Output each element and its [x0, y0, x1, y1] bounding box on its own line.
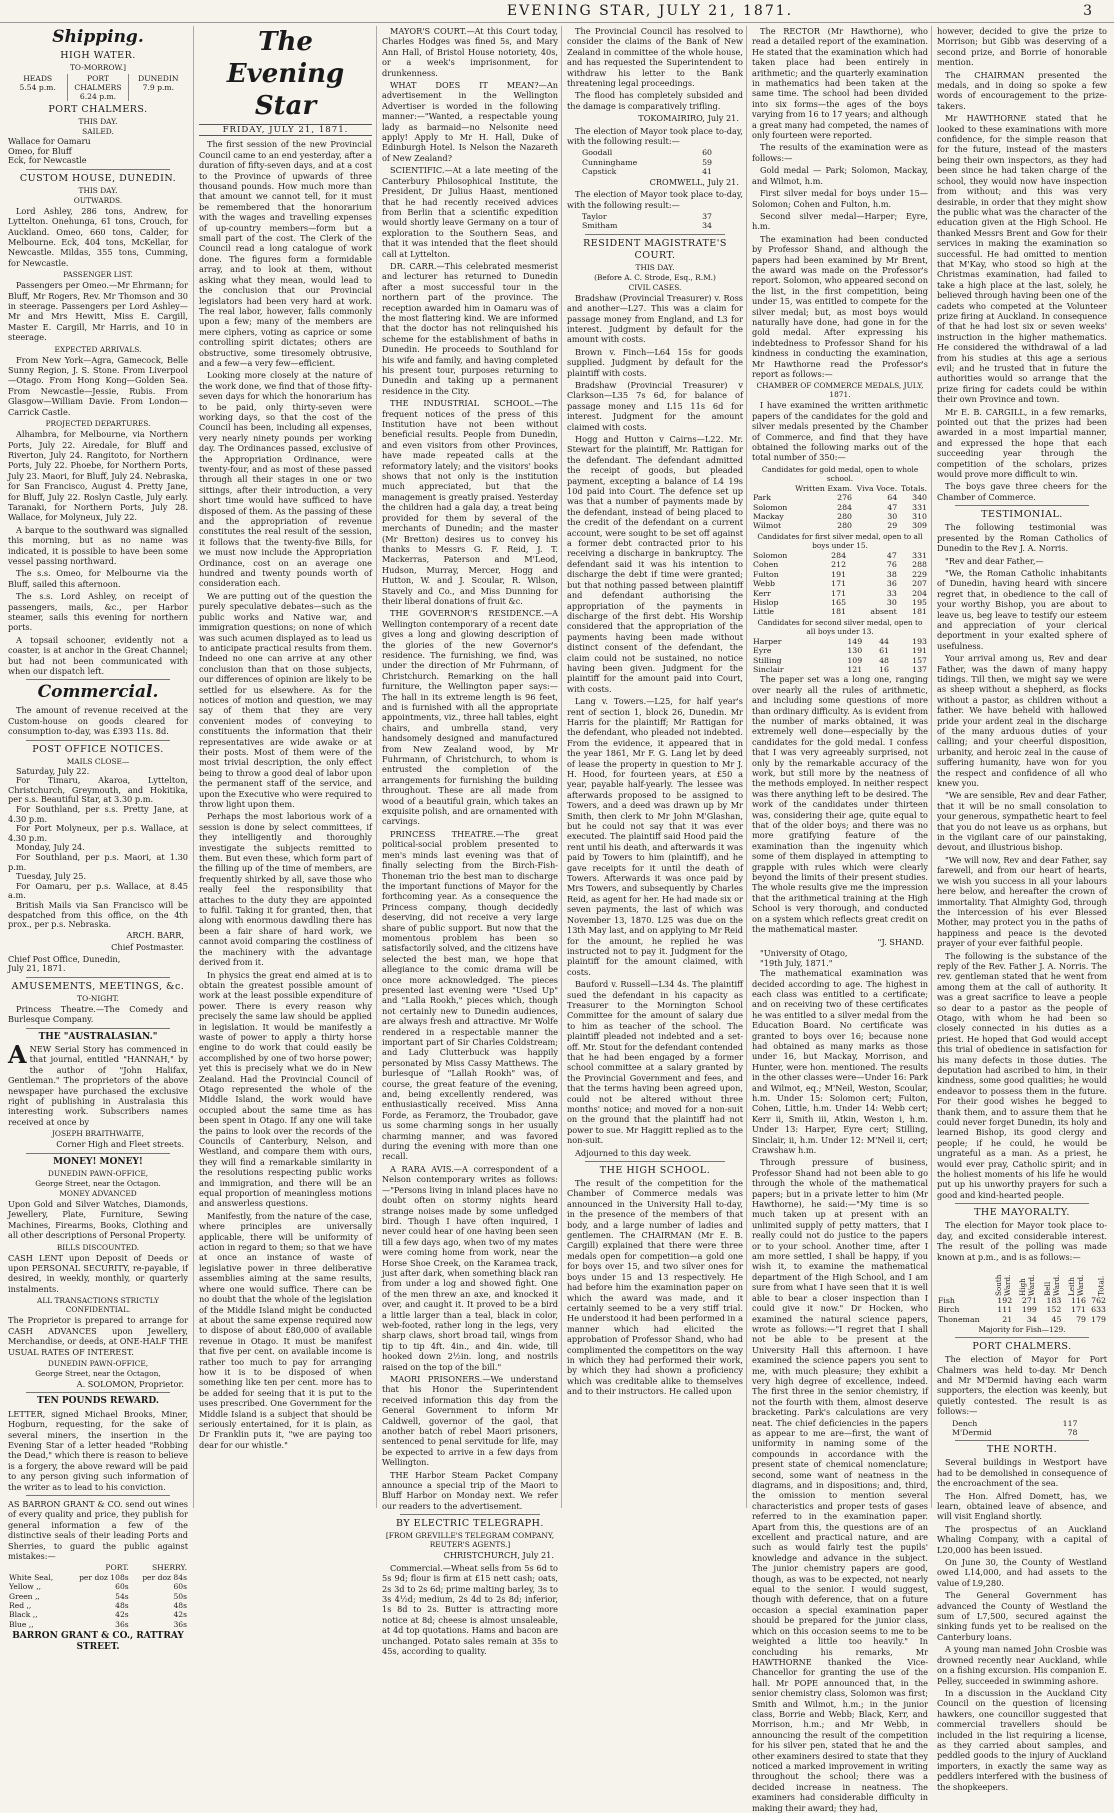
court-paragraph: Bradshaw (Provincial Treasurer) v Clarkson—L35 7s 6d, for balance of passage money and L15 11s 6d for interest. Judgment for the amount claimed with costs. [567, 379, 743, 432]
table-header-row [752, 484, 928, 493]
result-line: Gold medal — Park; Solomon, Mackay, and Wilmot, h.m. [752, 165, 928, 186]
majority-line: Majority for Fish—129. [978, 1325, 1066, 1335]
divider [955, 1440, 1089, 1441]
divider [585, 1161, 725, 1162]
tide-table [8, 74, 188, 101]
divider [400, 1514, 540, 1515]
table-row: Little 181 absent 181 [753, 607, 927, 617]
news-paragraph: however, decided to give the prize to Morrison; but Gibb was deserving of a second prize, and Borrie of honorable mention. [937, 26, 1107, 68]
reward-ad-text: LETTER, signed Michael Brooks, Miner, Hogburn, requesting, for the sake of several miners, the insertion in the Evening Star of a letter headed "Robbing the Dead," which there is reason to believe is a forgery, the above reward will be paid to any person giving such information of the writer as to lead to his conviction. [8, 1408, 188, 1492]
report-signature: "J. SHAND. [877, 936, 924, 947]
table-row: White Seal, per doz 108s per doz 84s [9, 1572, 187, 1582]
tide-port-chalmers: PORT CHALMERS 6.24 p.m. [68, 74, 128, 101]
table-row: Green ,, 54s 50s [9, 1591, 187, 1601]
table-row: Wilmot 280 29 309 [753, 521, 927, 531]
report-heading: CHAMBER OF COMMERCE MEDALS, JULY, 1871. [756, 381, 924, 400]
divider [26, 1028, 170, 1029]
divider [585, 234, 725, 235]
north-paragraph: On June 30, the County of Westland owed L14,000, and had assets to the value of L9,280. [937, 1557, 1107, 1588]
silver2-caption: Candidates for second silver medal, open to all boys under 13. [757, 617, 923, 636]
port-chalmers-mayor-heading: PORT CHALMERS. [972, 1341, 1072, 1353]
barron-ad-signer: BARRON GRANT & CO., RATTRAY STREET. [12, 1631, 184, 1652]
court-heading: RESIDENT MAGISTRATE'S COURT. [583, 237, 727, 261]
table-row: Hislop 165 30 195 [753, 597, 927, 607]
outwards-label: OUTWARDS. [73, 195, 123, 205]
telegraph-heading: BY ELECTRIC TELEGRAPH. [396, 1518, 544, 1530]
this-day-label: THIS DAY. [78, 117, 118, 126]
column-header: South Ward. [993, 1274, 1012, 1296]
newspaper-title-date: EVENING STAR, JULY 21, 1871. [506, 3, 794, 19]
divider [26, 1495, 170, 1496]
port-chalmers-heading: PORT CHALMERS. [48, 104, 148, 115]
passenger-list-label: PASSENGER LIST. [63, 270, 133, 280]
news-paragraph: Mr E. B. CARGILL, in a few remarks, pointed out that the prizes had been awarded in a most impartial manner, and expressed the hope that each succeeding year through the competition of the scholars, prizes would prove more difficult to win. [937, 406, 1107, 480]
north-paragraph: The Hon. Alfred Domett, has, we learn, obtained leave of absence, and will visit England shortly. [937, 1490, 1107, 1522]
page-columns [6, 26, 1108, 1813]
report-body: I have examined the written arithmetic papers of the candidates for the gold and silver medals presented by the Chamber of Commerce, and find that they have obtained the following marks out of the total number of 350:— [752, 400, 928, 463]
table-row: Harper 149 44 193 [753, 636, 927, 646]
page-masthead [0, 0, 1114, 23]
telegraph-place: CHRISTCHURCH, July 21. [443, 1550, 554, 1561]
reward-ad-heading: TEN POUNDS REWARD. [37, 1396, 159, 1407]
post-office-place: Chief Post Office, Dunedin, [8, 953, 121, 964]
money-ad-line: A. SOLOMON, Proprietor. [76, 1378, 184, 1389]
australasian-ad-address: Corner High and Fleet streets. [56, 1139, 184, 1150]
post-office-line: Saturday, July 22. [16, 765, 90, 776]
post-office-line: British Mails via San Francisco will be despatched from this office, on the 4th prox., per p.s. Nebraska. [8, 899, 188, 930]
table-row: Taylor 37 [582, 211, 712, 221]
column-header: Leith Ward. [1067, 1274, 1086, 1296]
money-ad-line: ALL TRANSACTIONS STRICTLY CONFIDENTIAL. [36, 1296, 160, 1315]
divider [955, 505, 1089, 506]
port-chalmers-text: The election of Mayor for Port Chalmers was held to-day. Mr Dench and Mr M'Dermid having each warm supporters, the election was keenly, but quietly contested. The result is as follows:— [937, 1354, 1107, 1417]
mayoralty-results-table [937, 1264, 1107, 1324]
table-row: Fulton 191 38 229 [753, 569, 927, 579]
post-office-line: For Timaru, Akaroa, Lyttelton, Christchurch, Greymouth, and Hokitika, per s.s. Beautiful Star, at 3.30 p.m. [8, 775, 188, 805]
court-day: THIS DAY. [635, 262, 675, 272]
north-paragraph: The prospectus of an Auckland Whaling Company, with a capital of L20,000 has been issued. [937, 1523, 1107, 1555]
news-paragraph: THE GOVERNOR'S RESIDENCE.—A Wellington contemporary of a recent date gives a long and glowing description of the glories of the new Governor's residence. The furnishing, we find, was under the direction of Mr Fuhrmann, of Christchurch. Remarking on the hall furniture, the Wellington paper says:—The hall in its extreme length is 96 feet, and is furnished with all the appropriate appointments, viz., three hall tables, eight chairs, and umbrella stand, very handsomely designed and manufactured from New Zealand wood, by Mr Fuhrmann, of Christchurch, to whom is entrusted the completion of the arrangements for furnishing the building throughout. These are all made from wood of a beautiful grain, which takes an exquisite polish, and are ornamented with carvings. [382, 608, 558, 827]
column-header: High Ward. [1017, 1274, 1037, 1296]
gold-medal-caption: Candidates for gold medal, open to whole school. [761, 464, 919, 483]
court-paragraph: Brown v. Finch—L64 15s for goods supplied. Judgment by default for the plaintiff with costs. [567, 346, 743, 378]
silver1-table [752, 551, 928, 617]
telegraph-text: Commercial.—Wheat sells from 5s 6d to 5s 9d; flour is firm at £15 nett cash; oats, 2s 3d to 2s 6d; prime malting barley, 3s to 3s 4½d; medium, 2s 4d to 2s 8d; inferior, 1s 8d to 2s. Butter is attracting more notice at 8d; cheese is almost unsaleable, at 4d top quotations. Hams and bacon are unchanged. Potato sales remain at 35s to 45s, according to quality. [382, 1562, 558, 1656]
table-row: Webb 171 36 207 [753, 579, 927, 589]
mayoralty-heading: THE MAYORALTY. [974, 1207, 1070, 1219]
result-line: Second silver medal—Harper; Eyre, h.m. [752, 210, 928, 232]
evening-star-masthead: The Evening Star [226, 27, 345, 121]
telegraph-source: [FROM GREVILLE'S TELEGRAM COMPANY, REUTER'S AGENTS.] [385, 1531, 555, 1550]
north-paragraph: In a discussion in the Auckland City Council on the question of licensing hawkers, one councillor suggested that commercial travellers should be included in the list requiring a license, as they carried about samples, and peddled goods to the injury of Auckland importers, in exactly the same way as peddlers interfered with the business of the shopkeepers. [937, 1687, 1107, 1792]
column-header: PORT. [105, 1563, 129, 1573]
table-row: Eyre 130 61 191 [753, 646, 927, 656]
post-office-heading: POST OFFICE NOTICES. [32, 743, 164, 755]
divider [26, 169, 170, 170]
table-row: Capstick 41 [582, 167, 712, 177]
money-ad-line: DUNEDIN PAWN-OFFICE, [47, 1169, 149, 1179]
table-row: Sinclair 121 16 137 [753, 664, 927, 674]
civil-cases-label: CIVIL CASES. [628, 282, 682, 292]
news-paragraph: The examination had been conducted by Professor Shand, and although the papers had been examined by Mr Brent, the award was made on the Professor's report. Solomon, who appeared second on the list, in the first competition, being under 15, was entitled to compete for the silver medal; but, as most boys would naturally have done, had gone in for the gold medal. After expressing his indebtedness to Professor Shand for his kindness in conducting the examination, Mr Hawthorne read the Professor's report as follows:— [752, 233, 928, 379]
testimonial-paragraph: The following is the substance of the reply of the Rev. Father J. A. Norris. The rev. gentleman stated that he went from among them at the call of authority. It was a great sacrifice to leave a people so dear to a pastor as the people of Otago, with whom he had been so closely connected in his duties as a priest. He hoped that God would accept this trial of obedience in satisfaction for his many defects in those duties. The deputation had ascribed to him, in their kindness, some good qualities; he would endeavor to possess them in the future. For their good wishes he begged to thank them, and to assure them that he could never forget Dunedin, its holy and learned Bishop, its good clergy and people; if he could, he would be ungrateful as a man. As a priest, he would ever pray, Catholic spirit; and in the holiest moments of his life he would put up his unworthy prayers for such a good and kind-hearted people. [937, 950, 1107, 1200]
post-office-line: For Port Molyneux, per p.s. Wallace, at 4.30 p.m. [8, 823, 188, 843]
court-paragraph: Adjourned to this day week. [575, 1147, 692, 1158]
gold-medal-table [752, 484, 928, 531]
post-office-line: Tuesday, July 25. [16, 871, 87, 882]
sailed-item: Omeo, for Bluff [8, 145, 72, 156]
sailed-label: SAILED. [82, 127, 114, 136]
column-header: SHERRY. [151, 1563, 187, 1573]
outwards-text: Lord Ashley, 286 tons, Andrew, for Lyttelton. Onehunga, 61 tons, Crouch, for Auckland. Omeo, 660 tons, Calder, for Melbourne. Eck, 404 tons, McKellar, for Newcastle. Mildas, 355 tons, Cumming, for Newcastle. [8, 205, 188, 268]
shipping-heading: Shipping. [52, 27, 144, 47]
money-ad-line: George Street, near the Octagon, [35, 1368, 161, 1378]
news-paragraph: The mathematical examination was decided according to age. The highest in each class was entitled to a certificate; and on receiving two of these certificates he was entitled to a silver medal from the Education Board. No certificate was granted to boys over 16; because none had obtained as many marks as those under 16, but Mackay, Morrison, and Hunter, were hon. mentioned. The results in the other classes were—Under 16: Park and Wilmot, eq.; M'Neil, Weston, Scoular, h.m. Under 15: Solomon cert; Fulton, Cohen, Little, h.m. Under 14: Webb cert; Kerr ii, Smith iii, Atkin, Weston i, h.m. Under 13: Harper, Eyre cert; Stilling, Sinclair, ii, h.m. Under 12: M'Neil ii, cert; Crawshaw h.m. [752, 968, 928, 1155]
court-before: (Before A. C. Strode, Esq., R.M.) [594, 272, 716, 282]
column-header: Viva Voce. [856, 483, 898, 493]
news-paragraph: The RECTOR (Mr Hawthorne), who read a detailed report of the examination. He stated that the examination which had taken place had been entirely in arithmetic; and the quarterly examination in mathematics had been taken at the same time. The school had been divided into six forms—the ages of the boys varying from 16 to 17 years; and although a great many had competed, the names of only fourteen were reported. [752, 26, 928, 141]
table-header-row [8, 1563, 188, 1572]
custom-house-heading: CUSTOM HOUSE, DUNEDIN. [19, 172, 177, 184]
sailed-item: Eck, for Newcastle [8, 155, 87, 166]
report-close: The paper set was a long one, ranging over nearly all the rules of arithmetic, and including some questions of more than ordinary difficulty. As is evident from the number of marks obtained, it was extremely well done—especially by the candidates for the gold medal. I confess that I was very agreeably surprised, not only by the remarkable accuracy of the work, but still more by the neatness of the methods employed. In neither respect was there anything left to be desired. The work of the candidates under thirteen was, considering their age, quite equal to that of the older boys; and there was no more gratifying feature of the examination than the ingenuity which some of them displayed in attempting to grapple with rules which were clearly beyond the limits of their present studies. The whole results give me the impression that the arithmetical training at the High School is very thorough, and conducted on a system which reflects great credit on the mathematical master. [752, 674, 928, 935]
table-row: Yellow ,, 60s 60s [9, 1582, 187, 1592]
table-row: Dench 117 [952, 1418, 1078, 1428]
table-row: Cohen 212 76 288 [753, 560, 927, 570]
column-6 [931, 26, 1109, 1792]
news-paragraph: WHAT DOES IT MEAN?—An advertisement in the Wellington Advertiser is worded in the following manner:—"Wanted, a respectable young lady as barmaid—no Nelsonite need apply! Apply to Mr H. Hall, Duke of Edinburgh Hotel. Is Nelson the Nazareth of New Zealand? [382, 80, 558, 163]
table-row: Smitham 34 [582, 221, 712, 231]
news-paragraph: The flood has completely subsided and the damage is comparatively trifling. [567, 90, 743, 111]
news-paragraph: PRINCESS THEATRE.—The great political-social problem presented to men's minds last evening was that of finally selecting from the Birch-Fish-Thoneman trio the best man to discharge the important functions of Mayor for the forthcoming year. As a consequence the Princess company, though decidedly deserving, did not receive a very large share of public support. But now that the momentous problem has been so satisfactorily solved, and the citizens have selected the best man, we hope that allegiance to the comic drama will be once more acknowledged. The pieces presented last evening were "Used Up" and "Lalla Rookh," pieces which, though not certainly new to Dunedin audiences, are always fresh and attractive. Mr Wolfe rendered in a respectable manner the important part of Sir Charles Coldstream; and Lady Clutterbuck was happily personated by Miss Cassy Matthews. The burlesque of "Lallah Rookh" was, of course, the great feature of the evening, and, being excellently rendered, was enthusiastically received. Miss Anna Forde, as Feramorz, the Troubador, gave us some charming songs in her usually charming manner, and was favored during the evening with more than one recall. [382, 828, 558, 1162]
drop-cap: A [8, 1039, 27, 1069]
money-ad-line: CASH LENT upon Deposit of Deeds or upon PERSONAL SECURITY, re-payable, if desired, in weekly, monthly, or quarterly instalments. [8, 1252, 188, 1294]
table-row: Cunninghame 59 [582, 157, 712, 167]
news-paragraph: Through pressure of business, Professor Shand had not been able to go through the whole of the mathematical papers; but in a private letter to him (Mr Hawthorne), he said:—"My time is so much taken up at present with an unlimited supply of petty matters, that I really could not do justice to the papers or to your school. Another time, after I am more settled, I shall be happy, if you wish it, to examine the mathematical department of the High School, and I am sure from what I have seen that it is well able to bear a closer inspection than I could give it now." Dr Hocken, who examined the natural science papers, wrote as follows:—"I regret that I shall not be able to be present at the University Hall this afternoon. I have examined the science papers you sent to me, with much pleasure; they exhibit a very high degree of excellence, indeed. The first three in the senior chemistry, if not the fourth with them, almost deserve bracketing. Park's calculations are very neat. The chief deficiencies in the papers as appear to me are—first, the want of uniformity in naming some of the compounds in accordance with the present state of chemical nomenclature; second, some want of neatness in the diagrams, and in dispositions; and, third, the omission to mention several characteristics and proper tests of gases referred to in the examination paper. Apart from this, the questions are of an excellent and practical nature, and are such as would fairly test the pupils' knowledge and advance in the subject. The junior chemistry papers are good, though, as was to be expected, not nearly equal to the senior. I would suggest, though with deference, that on a future occasion a special examination paper should be prepared for the junior class, which on this occasion seems to me to be weighted a little too heavily." In concluding his remarks, Mr HAWTHORNE thanked the Vice-Chancellor for granting the use of the hall. Mr POPE announced that, in the senior chemistry class, Solomon was first; Smith and Wilmot, h.m.; in the junior class, Borrie and Webb; Black, Kerr, and Morrison, h.m.; and Mr Webb, in announcing the result of the competition for his silver pen, stated that he and the other examiners desired to state that they noticed a marked improvement in writing throughout the school; there was a decided increase in neatness. The examiners had considerable difficulty in making their award; they had, [752, 1157, 928, 1813]
postmaster-title: Chief Postmaster. [111, 942, 184, 953]
news-paragraph: MAORI PRISONERS.—We understand that his Honor the Superintendent received information this day from the General Government to inform Mr Caldwell, governor of the gaol, that another batch of rebel Maori prisoners, sentenced to penal servitude for life, may be expected to arrive in a few days from Wellington. [382, 1374, 558, 1468]
editorial-paragraph: We are putting out of the question the purely speculative debates—such as the public works and Native war, and immigration questions; on none of which was such acumen displayed as to lead us to anticipate practical results from them. Indeed no one can arrive at any other conclusion than that on those subjects, our differences of opinion are likely to be settled for us elsewhere. As for the notices of motion and question, we may say of them that they are very convenient modes of conveying to constituents the information that their representatives are wide awake or at their posts. Most of them were of the most trivial description, the only effect being to throw a good deal of labor upon the permanent staff of the service, and upon the Executive who were required to throw light upon them. [199, 590, 372, 809]
postmaster-signer: ARCH. BARR, [126, 929, 184, 940]
post-office-line: For Oamaru, per p.s. Wallace, at 8.45 a.m. [8, 880, 188, 901]
results-intro: The results of the examination were as follows:— [752, 142, 928, 163]
table-row: Black ,, 42s 42s [9, 1610, 187, 1620]
column-2 [193, 26, 376, 1508]
custom-this-day: THIS DAY. [78, 185, 118, 195]
barron-ad-text: AS BARRON GRANT & CO. send out wines of every quality and price, they publish for general information a few of the distinctive seals of their leading Ports and Sherries, to guard the public against mistakes:— [8, 1498, 188, 1561]
news-paragraph: The CHAIRMAN presented the medals, and in doing so spoke a few words of encouragement to the prize-takers. [937, 69, 1107, 111]
shipping-note: A barque to the southward was signalled this morning, but as no name was indicated, it is possible to have been some vessel passing northward. [8, 524, 188, 566]
divider [955, 1203, 1089, 1204]
testimonial-paragraph: "We, the Roman Catholic inhabitants of Dunedin, having heard with sincere regret that, in obedience to the call of your worthy Bishop, you are about to leave us, beg leave to testify our esteem and appreciation of your clerical deportment in your exalted sphere of usefulness. [937, 567, 1107, 651]
tide-heads: HEADS 5.54 p.m. [8, 74, 68, 101]
table-row: Fish 192 271 183 116 762 [938, 1295, 1106, 1305]
column-5 [746, 26, 932, 1813]
table-row: Stilling 109 48 157 [753, 655, 927, 665]
silver2-table [752, 637, 928, 675]
court-paragraph: Bradshaw (Provincial Treasurer) v. Ross and another—L27. This was a claim for passage money from England, and L3 for interest. Judgment by default for the amount with costs. [567, 292, 743, 345]
tide-dunedin: DUNEDIN 7.9 p.m. [138, 74, 179, 92]
testimonial-paragraph: "We are sensible, Rev and dear Father, that it will be no small consolation to your generous, sympathetic heart to feel that you do not leave us as orphans, but in the vigilant care of our painstaking, devout, and illustrious bishop. [937, 790, 1107, 853]
post-office-date: July 21, 1871. [8, 963, 66, 974]
column-4 [561, 26, 747, 1508]
report-date: "19th July, 1871." [760, 957, 833, 968]
editorial-paragraph: The first session of the new Provincial Council came to an end yesterday, after a duration of fifty-seven days, and at a cost to the Province of upwards of three thousand pounds. How much more than that amount we cannot tell, for it must be remembered that the honorarium with the wages and travelling expenses of up-country members—form but a small part of the cost. The Clerk of the Council read a long catalogue of work done. The figures form a formidable array, and to look at them, without asking what they mean, would lead to the conclusion that our Provincial legislators had been very hard at work. The real labor, however, falls commonly upon a few; many of the members are mere ciphers, voting as caprice or some controlling spirit dictates; others are obstructive, some tiresomely obtrusive, and a few—a very few—efficient. [199, 139, 372, 368]
editorial-dateline: FRIDAY, JULY 21, 1871. [199, 124, 372, 136]
news-paragraph: A RARA AVIS.—A correspondent of a Nelson contemporary writes as follows:—"Persons living in inland places have no doubt often on stormy nights heard strange noises made by some unfledged bird. Though I have often inquired, I never could hear of one having been seen till a few days ago, when two of my mates were coming home from work, near the Horse Shoe Creek, on the Karamea track, just after dark, when something black ran from under a log and showed fight. One of the men threw an axe, and knocked it over, and caught it. It proved to be a bird a little larger than a teal, black in color, web-footed, rather long in the legs, very sharp claws, short broad tail, wings from tip to tip 4ft. 4in., and 4in. wide, till hooked down 2½in. long, and nostrils raised on the top of the bill." [382, 1163, 558, 1372]
tokomairiro-place: TOKOMAIRIRO, July 21. [638, 113, 739, 124]
cromwell-results [581, 212, 713, 231]
australasian-ad-text: ANEW Serial Story has commenced in that journal, entitled "HANNAH," by the author of "John Halifax, Gentleman." The proprietors of the above newspaper have purchased the exclusive right of publishing in Australasia this interesting work. Subscribers names received at once by [8, 1039, 188, 1127]
divider [26, 977, 170, 978]
divider [26, 1392, 170, 1393]
shipping-note: A topsail schooner, evidently not a coaster, is at anchor in the Great Channel; but had not been communicated with when our dispatch left. [8, 634, 188, 677]
amusements-heading: AMUSEMENTS, MEETINGS, &c. [11, 980, 185, 992]
table-row: Mackay 280 30 310 [753, 512, 927, 522]
table-row: Birch 111 199 152 171 633 [938, 1305, 1106, 1315]
editorial-paragraph: Manifestly, from the nature of the case, where principles are universally applicable, there will be uniformity of action in regard to them; so that we have at once an instance of waste of legislative power in three deliberative assemblies aiming at the same results, where one would suffice. There can be no doubt that the whole of the legislation of the Middle Island might be conducted at about the same expense required now to dispose of about £80,000 of available revenue in Otago. It must be manifest that five per cent. on available income is rather too much to pay for arranging how it is to be disposed of when something like ten per cent. more has to be added for seeing that it is put to the uses prescribed. One Government for the Middle Island is a subject that should be seriously entertained, for it is plain, as Dr Franklin puts it, "we are paying too dear for our whistle." [199, 1210, 372, 1450]
column-1 [6, 26, 192, 1652]
high-school-text: The result of the competition for the Chamber of Commerce medals was announced in the University Hall to-day, in the presence of the members of that body, and a large number of ladies and gentlemen. The CHAIRMAN (Mr E. B. Cargill) explained that there were three medals open for competition—a gold one for boys over 15, and two silver ones for boys under 15 and 13 respectively. He had before him the examination paper on which the award was made, and it certainly seemed to be a very stiff trial. He understood it had been performed in a manner which had elicited the approbation of Professor Shand, who had complimented the competitors on the way in which they had performed their work, by which they had shown a proficiency which was creditable alike to themselves and to their instructors. He called upon [567, 1178, 743, 1397]
tomorrow-label: TO-MORROW.] [69, 63, 127, 72]
projected-departures-label: PROJECTED DEPARTURES. [45, 419, 151, 429]
departures-text: Alhambra, for Melbourne, via Northern Ports, July 22. Airedale, for Bluff and Riverton, July 24. Rangitoto, for Northern Ports, July 22. Phoebe, for Northern Ports, July 23. Maori, for Bluff, July 24. Nebraska, for San Francisco, August 4. Pretty Jane, for Bluff, July 22. Roslyn Castle, July early. Taranaki, for Northern Ports, July 28. Wallace, for Molyneux, July 22. [8, 429, 188, 523]
high-water-heading: HIGH WATER. [60, 50, 136, 61]
news-paragraph: DR. CARR.—This celebrated mesmerist and lecturer has returned to Dunedin after a most successful tour in the northern part of the province. The reception awarded him in Oamaru was of the most flattering kind. We are informed that the doctor has not relinquished his scheme for the establishment of baths in Dunedin. He proceeds to Southland for his wife and family, and having completed his present tour, purposes returning to Dunedin and taking up a permanent residence in the City. [382, 260, 558, 396]
table-row: Red ,, 48s 48s [9, 1601, 187, 1611]
money-ad-line: BILLS DISCOUNTED. [56, 1242, 140, 1252]
divider [26, 679, 170, 680]
court-paragraph: Bauford v. Russell—L34 4s. The plaintiff sued the defendant in his capacity as Treasurer to the Mornington School Committee for the amount of salary due to him as teacher of the school. The plaintiff pleaded not indebted and a set-off. Mr. Stout for the defendant contended that he had been engaged by a former school committee at a salary granted by the Provincial Government and fees, and that the terms having been agreed upon, could not be altered without three months' notice; and moved for a non-suit on the ground that the plaintiff had not power to sue. Mr Haggitt replied as to the non-suit. [567, 979, 743, 1146]
table-row: M'Dermid 78 [952, 1427, 1078, 1437]
mayoralty-text: The election for Mayor took place to-day, and excited considerable interest. The result of the polling was made known at p.m., and is as follows:— [937, 1220, 1107, 1262]
page-number: 3 [1083, 3, 1092, 19]
table-row: Solomon 284 47 331 [753, 550, 927, 560]
divider [26, 740, 170, 741]
column-header: Totals. [900, 483, 927, 493]
news-paragraph: THE Harbor Steam Packet Company announce a special trip of the Maori to Bluff Harbor on Monday next. We refer our readers to the advertisement. [382, 1469, 558, 1511]
cromwell-text: The election of Mayor took place to-day, with the following result:— [567, 189, 743, 210]
news-paragraph: THE INDUSTRIAL SCHOOL.—The frequent notices of the press of this Institution have not been without beneficial results. People from Dunedin, and even visitors from other Provinces, have made repeated calls at the reformatory lately; and the visitors' books shows that not only is the institution much appreciated, but that the management is greatly praised. Yesterday the children had a gala day, a treat being provided for them by several of the merchants of Dunedin; and the master (Mr Bretton) desires us to convey his thanks to Messrs G. F. Reid, J. T. Mackerras, Paterson and M'Leod, Hudson, Murray, Mercer, Hogg and Hutton, W. and J. Scoular, R. Wilson, Stavely and Co., and Miss Dunning for their liberal donations of fruit &c. [382, 398, 558, 606]
tonight-label: TO-NIGHT. [77, 993, 119, 1003]
news-paragraph: MAYOR'S COURT.—At this Court today, Charles Hodges was fined 5s, and Mary Ann Hall, of Bristol House notoriety, 40s, or a week's imprisonment, for drunkenness. [382, 26, 558, 78]
north-paragraph: Several buildings in Westport have had to be demolished in consequence of the encroachment of the sea. [937, 1457, 1107, 1489]
news-paragraph: SCIENTIFIC.—At a late meeting of the Canterbury Philosophical Institute, the President, Dr Julius Haast, mentioned that he had recently received advices from Berlin that a scientific expedition would shortly leave Germany on a tour of exploration to the Southern Seas, and that it was intended that the fleet should call at Lyttelton. [382, 165, 558, 259]
column-3 [376, 26, 562, 1656]
australasian-ad-heading: THE "AUSTRALASIAN." [38, 1031, 158, 1042]
post-office-line: Monday, July 24. [16, 842, 85, 853]
high-school-heading: THE HIGH SCHOOL. [599, 1165, 711, 1177]
table-row: Park 276 64 340 [753, 493, 927, 503]
amusements-text: Princess Theatre.—The Comedy and Burlesque Company. [8, 1003, 188, 1025]
tokomairiro-text: The election of Mayor took place to-day, with the following result:— [567, 125, 743, 147]
north-paragraph: The General Government has advanced the County of Westland the sum of L7,500, secured against the sinking funds yet to be realised on the Canterbury loans. [937, 1590, 1107, 1642]
court-paragraph: Hogg and Hutton v Cairns—L22. Mr. Stewart for the plaintiff, Mr. Rattigan for the defendant. The defendant admitted the receipt of goods, but pleaded payment, excepting a balance of L4 19s 10d paid into Court. The defence set up was that a number of payments made by the defendant, instead of being placed to the credit of the defendant on a current account, were sought to be set off against a former debt contracted prior to his receiving a discharge in bankruptcy. The defendant said it was his intention to discharge the debt if time were granted; but that nothing passed between plaintiff and defendant authorising the appropriation of the payments in discharge of the first debt. His Worship considered that the appropriation of the payments having been made without distinct consent of the defendant, the claim could not be sustained, no notice having been given. Judgment for the plaintiff for the amount paid into Court, with costs. [567, 434, 743, 694]
table-row: Goodall 60 [582, 148, 712, 158]
mails-close-label: MAILS CLOSE— [66, 756, 130, 766]
editorial-paragraph: Looking more closely at the nature of the work done, we find that of those fifty-seven days for which the honorarium has to be paid, only thirty-seven were working days, so that the cost of the Council has been, including all expenses, very nearly ninety pounds per working day. The Ordinances passed, exclusive of the Appropriation Ordinance, were twenty-four, and as most of these passed through all their stages in one or two sittings, after their introduction, a very short time would have sufficed to have disposed of them. As the passing of these and the appropriation of revenue constitutes the real result of the session, it follows that the twenty-five Bills, for we must now include the Appropriation Ordinance, cost on an average one hundred and twenty pounds worth of consideration each. [199, 370, 372, 589]
tokomairiro-results [581, 148, 713, 176]
column-header: Written Exam. [795, 483, 853, 493]
testimonial-paragraph: "We will now, Rev and dear Father, say farewell, and from our heart of hearts, we wish you success in all your labours here below, and hereafter the crown of immortality. That Almighty God, through the intercession of his ever Blessed Mother, may protect you in the paths of happiness and peace is the devoted prayer of your ever faithful people. [937, 854, 1107, 949]
expected-arrivals-label: EXPECTED ARRIVALS. [54, 344, 142, 354]
table-row: Thoneman 21 34 45 79 179 [938, 1314, 1106, 1324]
money-ad-line: DUNEDIN PAWN-OFFICE, [47, 1358, 149, 1368]
column-header: Bell Ward. [1042, 1274, 1061, 1296]
money-ad-heading: MONEY! MONEY! [53, 1156, 143, 1167]
report-place: "University of Otago, [760, 947, 848, 958]
money-ad-line: Upon Gold and Silver Watches, Diamonds, Jewellery, Plate, Furniture, Sewing Machines, Firearms, Books, Clothing and all other descriptions of Personal Property. [8, 1199, 188, 1241]
shipping-note: The s.s. Omeo, for Melbourne via the Bluff, sailed this afternoon. [8, 568, 188, 589]
testimonial-heading: TESTIMONIAL. [981, 509, 1063, 521]
cromwell-place: CROMWELL, July 21. [649, 176, 739, 187]
post-office-line: For Southland, per s.s. Pretty Jane, at 4.30 p.m. [8, 804, 188, 824]
table-header-row [937, 1264, 1107, 1296]
passengers-text: Passengers per Omeo.—Mr Ehrmann; for Bluff, Mr Rogers, Rev. Mr Thomson and 30 in steerage. Passengers per Lord Ashley—Mr and Mrs Hewitt, Miss E. Cargill, Master E. Cargill, Mr Harris, and 10 in steerage. [8, 280, 188, 343]
north-heading: THE NORTH. [986, 1444, 1058, 1456]
sailed-item: Wallace for Oamaru [8, 136, 91, 146]
testimonial-paragraph: Your arrival among us, Rev and dear Father, was the dawn of many happy tidings. Till then, we might say we were as sheep without a shepherd, as flocks without a pastor, as children without a father. We have beheld with hallowed pride your ardent zeal in the discharge of the many arduous duties of your calling; and your cheerful disposition, urbanity, and heroic zeal in the cause of suffering humanity, have won for you the respect and confidence of all who knew you. [937, 653, 1107, 789]
shipping-note: The s.s. Lord Ashley, on receipt of passengers, mails, &c., per Harbor steamer, sails this evening for northern ports. [8, 591, 188, 633]
court-paragraph: Lang v. Towers.—L25, for half year's rent of section 1, block 26, Dunedin. Mr Harris for the plaintiff; Mr Rattigan for the defendant, who pleaded not indebted. From the evidence, it appeared that in the year 1861, Mr F. G. Lang let by deed of lease the property in question to Mr J. H. Hood, for fourteen years, at £50 a year, payable half-yearly. The lessee was afterwards proposed to be assigned to Towers, and a deed was drawn up by Mr Smith, then clerk to Mr John M'Glashan, but he could not say that it was ever executed. The plaintiff said Hood paid the rent until his death, and afterwards it was paid by Towers to him (plaintiff), and he gave receipts for it until the death of Towers. Afterwards it was once paid by Mrs Towers, and subsequently by Charles Reid, as agent for her. He had made six or seven payments, the last of which was November 13, 1870. L25 was due on the 13th May last, and on applying to Mr Reid for the amount, he replied he was instructed not to pay it. Judgment for the plaintiff for the amount claimed, with costs. [567, 696, 744, 977]
commercial-heading: Commercial. [37, 682, 159, 703]
table-row: Kerr 171 33 204 [753, 588, 927, 598]
commercial-text: The amount of revenue received at the Custom-house on goods cleared for consumption to-day, was £393 11s. 8d. [8, 705, 188, 737]
money-ad-line: MONEY ADVANCED [59, 1189, 137, 1199]
testimonial-paragraph: "Rev and dear Father,— [945, 555, 1044, 566]
port-chalmers-results [951, 1419, 1079, 1438]
testimonial-intro: The following testimonial was presented by the Roman Catholics of Dunedin to the Rev J. A. Norris. [937, 522, 1107, 554]
table-row: Solomon 284 47 331 [753, 502, 927, 512]
post-office-line: For Southland, per p.s. Maori, at 1.30 p.m. [8, 852, 188, 872]
silver1-caption: Candidates for first silver medal, open to all boys under 15. [757, 531, 923, 550]
table-row: Blue ,, 36s 36s [9, 1619, 187, 1629]
news-paragraph: Mr HAWTHORNE stated that he looked to these examinations with more confidence, for the simple reason that for the future, instead of the masters being their own inspectors, as they had been since he had taken charge of the school, they would now have inspection from without; and this was very desirable, in order that they might show the public what was the character of the education given at the High School. He thanked Messrs Brent and Gow for their services in making the examination so successful. He had omitted to mention that M'Kay, who stood so high at the Christmas examination, had failed to take a high place at the last, solely, he believed through having been one of the cadets who competed at the Volunteer prize firing at Auckland. In consequence of that he had lost six or seven weeks' instruction in the higher mathematics. He considered the withdrawal of a lad from his studies at this age a serious evil; and he trusted that in future the authorities would so arrange that the prize firing for cadets could be within their own Province and town. [937, 113, 1107, 405]
result-line: First silver medal for boys under 15—Solomon; Cohen and Fulton, h.m. [752, 188, 928, 209]
editorial-paragraph: Perhaps the most laborious work of a session is done by select committees, if they intelligently and thoroughly investigate the subjects remitted to them. But even these, which form part of the filling up of the time of members, are frequently shirked by all, save those who really feel the responsibility that attaches to the duty they are appointed to fulfil. Taking it for granted, then, that along with enormous dawdling there has been a fair share of hard work, we cannot avoid comparing the costliness of the machinery with the advantage derived from it. [199, 811, 372, 968]
editorial-paragraph: In physics the great end aimed at is to obtain the greatest possible amount of work at the least possible expenditure of power. There is every reason why precisely the same law should be applied in legislation. It would be manifestly a waste of power to apply a thirty horse engine to do work that could easily be accomplished by one of two horse power; yet this is precisely what we do in New Zealand. Had the Provincial Council of Otago represented the whole of the Middle Island, the work would have occupied about the same time as has been spent in Otago. If any one will take the pains to look over the records of the Councils of Canterbury, Nelson, and Westland, and compare them with ours, they will find a remarkable similarity in the resolutions respecting public works and immigration, and there will be an equal proportion of meaningless motions and answerless questions. [199, 969, 372, 1209]
australasian-ad-signer: JOSEPH BRAITHWAITE, [51, 1129, 145, 1139]
divider [955, 1337, 1089, 1338]
wine-price-table [8, 1563, 188, 1629]
money-ad-line: George Street, near the Octagon. [35, 1179, 161, 1189]
money-ad-line: The Proprietor is prepared to arrange for CASH ADVANCES upon Jewellery, Merchandise, or deeds, at ONE-HALF THE USUAL RATES OF INTEREST. [8, 1315, 188, 1357]
column-header [8, 1563, 65, 1572]
divider [26, 1153, 170, 1154]
column-header: Total. [1096, 1275, 1106, 1296]
news-paragraph: The Provincial Council has resolved to consider the claims of the Bank of New Zealand in committee of the whole house, and has requested the Superintendent to withdraw his letter to the Bank threatening legal proceedings. [567, 26, 743, 89]
news-paragraph: The boys gave three cheers for the Chamber of Commerce. [937, 481, 1107, 502]
north-paragraph: A young man named John Crosbie was drowned recently near Auckland, while on a fishing excursion. His companion E. Pelley, succeeded in swimming ashore. [937, 1644, 1107, 1686]
arrivals-text: From New York—Agra, Gamecock, Belle Sunny Region, J. S. Stone. From Liverpool—Otago. From Hong Kong—Golden Sea. From Newcastle—Jessie, Rubis. From Glasgow—William Davie. From London—Carrick Castle. [8, 354, 188, 417]
